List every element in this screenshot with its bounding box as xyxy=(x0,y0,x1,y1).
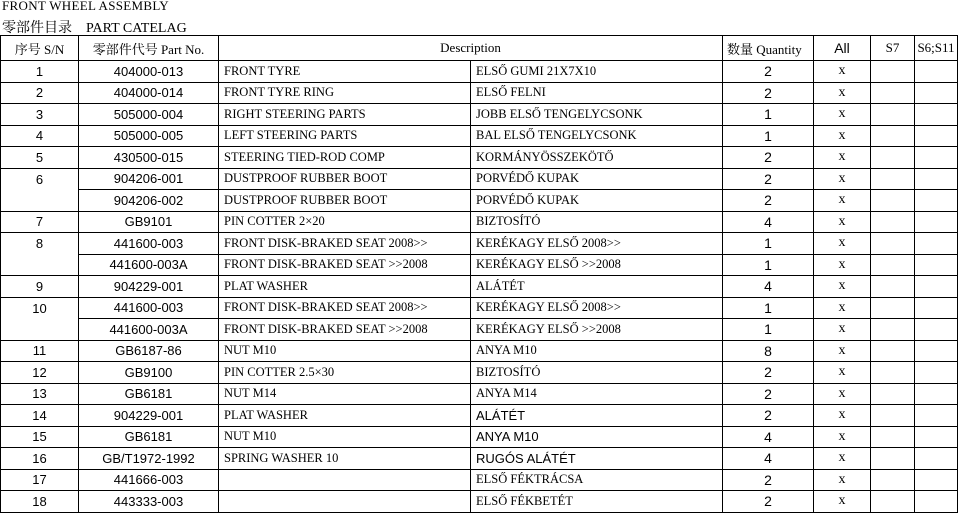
row-sn: 3 xyxy=(1,104,79,126)
table-row xyxy=(1,168,958,190)
row-s7-mark xyxy=(871,61,915,83)
row-quantity: 2 xyxy=(723,469,814,491)
row-description-hu: ALÁTÉT xyxy=(471,405,723,427)
table-row xyxy=(1,125,958,147)
row-s6-s11-mark xyxy=(915,491,958,513)
row-part-no: 430500-015 xyxy=(79,147,219,169)
row-all-mark: x xyxy=(814,147,871,169)
row-s6-s11-mark xyxy=(915,211,958,233)
row-all-mark: x xyxy=(814,362,871,384)
row-all-mark: x xyxy=(814,297,871,319)
row-description-en: PIN COTTER 2×20 xyxy=(219,211,471,233)
row-quantity: 2 xyxy=(723,405,814,427)
row-all-mark: x xyxy=(814,491,871,513)
row-s6-s11-mark xyxy=(915,276,958,298)
row-sn: 14 xyxy=(1,405,79,427)
row-part-no: 441600-003 xyxy=(79,233,219,255)
row-s7-mark xyxy=(871,276,915,298)
row-part-no: GB9101 xyxy=(79,211,219,233)
row-description-en: DUSTPROOF RUBBER BOOT xyxy=(219,168,471,190)
row-description-en: RIGHT STEERING PARTS xyxy=(219,104,471,126)
row-s6-s11-mark xyxy=(915,405,958,427)
table-row xyxy=(1,340,958,362)
row-s7-mark xyxy=(871,211,915,233)
row-quantity: 1 xyxy=(723,233,814,255)
row-quantity: 2 xyxy=(723,190,814,212)
row-s6-s11-mark xyxy=(915,61,958,83)
row-description-hu: ANYA M10 xyxy=(471,340,723,362)
row-s7-mark xyxy=(871,469,915,491)
col-header-s6-s11: S6;S11 xyxy=(915,36,958,61)
table-row xyxy=(1,469,958,491)
table-row xyxy=(1,426,958,448)
row-sn: 12 xyxy=(1,362,79,384)
row-s7-mark xyxy=(871,82,915,104)
row-description-hu: BIZTOSÍTÓ xyxy=(471,211,723,233)
row-s7-mark xyxy=(871,254,915,276)
col-header-s7: S7 xyxy=(871,36,915,61)
row-part-no: GB6187-86 xyxy=(79,340,219,362)
table-row xyxy=(1,297,958,319)
row-sn: 16 xyxy=(1,448,79,470)
table-row xyxy=(1,448,958,470)
row-quantity: 1 xyxy=(723,254,814,276)
row-quantity: 2 xyxy=(723,362,814,384)
row-description-en: SPRING WASHER 10 xyxy=(219,448,471,470)
row-quantity: 1 xyxy=(723,319,814,341)
row-part-no: 441600-003A xyxy=(79,254,219,276)
row-part-no: 904229-001 xyxy=(79,405,219,427)
row-quantity: 4 xyxy=(723,448,814,470)
table-row xyxy=(1,61,958,83)
row-description-en: NUT M10 xyxy=(219,426,471,448)
row-description-hu: BIZTOSÍTÓ xyxy=(471,362,723,384)
row-s6-s11-mark xyxy=(915,254,958,276)
row-quantity: 2 xyxy=(723,491,814,513)
row-part-no: 404000-013 xyxy=(79,61,219,83)
row-quantity: 2 xyxy=(723,147,814,169)
row-description-en: STEERING TIED-ROD COMP xyxy=(219,147,471,169)
row-description-hu: ELSŐ FÉKBETÉT xyxy=(471,491,723,513)
row-quantity: 8 xyxy=(723,340,814,362)
row-all-mark: x xyxy=(814,383,871,405)
row-description-en: FRONT TYRE RING xyxy=(219,82,471,104)
row-description-en: NUT M14 xyxy=(219,383,471,405)
row-s6-s11-mark xyxy=(915,168,958,190)
table-row xyxy=(1,405,958,427)
row-all-mark: x xyxy=(814,104,871,126)
row-s6-s11-mark xyxy=(915,448,958,470)
row-s7-mark xyxy=(871,426,915,448)
row-description-en: PLAT WASHER xyxy=(219,276,471,298)
row-s6-s11-mark xyxy=(915,104,958,126)
row-description-en: FRONT DISK-BRAKED SEAT 2008>> xyxy=(219,233,471,255)
row-sn: 6 xyxy=(1,168,79,190)
row-all-mark: x xyxy=(814,426,871,448)
row-description-en: NUT M10 xyxy=(219,340,471,362)
table-row xyxy=(1,190,958,212)
row-s6-s11-mark xyxy=(915,426,958,448)
row-description-hu: KERÉKAGY ELSŐ >>2008 xyxy=(471,254,723,276)
row-description-en: FRONT DISK-BRAKED SEAT 2008>> xyxy=(219,297,471,319)
col-header-description: Description xyxy=(219,36,723,61)
catalog-subtitle-cn: 零部件目录 xyxy=(2,21,72,36)
table-row xyxy=(1,211,958,233)
row-quantity: 1 xyxy=(723,104,814,126)
row-all-mark: x xyxy=(814,82,871,104)
row-description-en: PIN COTTER 2.5×30 xyxy=(219,362,471,384)
row-description-hu: RUGÓS ALÁTÉT xyxy=(471,448,723,470)
row-description-hu: ANYA M14 xyxy=(471,383,723,405)
row-description-en xyxy=(219,469,471,491)
row-all-mark: x xyxy=(814,211,871,233)
parts-table-body xyxy=(1,61,958,513)
row-s7-mark xyxy=(871,168,915,190)
row-s7-mark xyxy=(871,383,915,405)
row-s6-s11-mark xyxy=(915,82,958,104)
row-description-en: LEFT STEERING PARTS xyxy=(219,125,471,147)
row-quantity: 2 xyxy=(723,82,814,104)
row-sn: 5 xyxy=(1,147,79,169)
row-quantity: 1 xyxy=(723,125,814,147)
row-s7-mark xyxy=(871,125,915,147)
row-quantity: 4 xyxy=(723,426,814,448)
row-part-no: 904206-002 xyxy=(79,190,219,212)
row-description-hu: ANYA M10 xyxy=(471,426,723,448)
row-sn xyxy=(1,190,79,212)
row-part-no: 904229-001 xyxy=(79,276,219,298)
row-s7-mark xyxy=(871,147,915,169)
row-sn: 7 xyxy=(1,211,79,233)
table-row xyxy=(1,276,958,298)
document-title: FRONT WHEEL ASSEMBLY xyxy=(2,0,169,13)
row-s7-mark xyxy=(871,104,915,126)
row-s7-mark xyxy=(871,297,915,319)
table-row xyxy=(1,104,958,126)
row-all-mark: x xyxy=(814,168,871,190)
row-s7-mark xyxy=(871,190,915,212)
row-s6-s11-mark xyxy=(915,233,958,255)
row-description-hu: PORVÉDŐ KUPAK xyxy=(471,168,723,190)
row-part-no: 505000-005 xyxy=(79,125,219,147)
row-sn: 10 xyxy=(1,297,79,319)
col-header-quantity: 数量 Quantity xyxy=(723,36,814,61)
row-description-hu: ELSŐ GUMI 21X7X10 xyxy=(471,61,723,83)
row-part-no: 441666-003 xyxy=(79,469,219,491)
row-description-hu: KERÉKAGY ELSŐ 2008>> xyxy=(471,233,723,255)
row-sn xyxy=(1,319,79,341)
row-s7-mark xyxy=(871,491,915,513)
row-quantity: 2 xyxy=(723,383,814,405)
row-quantity: 2 xyxy=(723,61,814,83)
row-sn: 18 xyxy=(1,491,79,513)
catalog-subtitle xyxy=(2,17,201,35)
row-sn: 15 xyxy=(1,426,79,448)
row-s6-s11-mark xyxy=(915,125,958,147)
row-s6-s11-mark xyxy=(915,190,958,212)
row-description-en xyxy=(219,491,471,513)
row-description-en: DUSTPROOF RUBBER BOOT xyxy=(219,190,471,212)
row-description-hu: ELSŐ FÉKTRÁCSA xyxy=(471,469,723,491)
row-all-mark: x xyxy=(814,319,871,341)
table-row xyxy=(1,147,958,169)
row-all-mark: x xyxy=(814,254,871,276)
row-part-no: GB6181 xyxy=(79,383,219,405)
table-row xyxy=(1,254,958,276)
row-part-no: 441600-003 xyxy=(79,297,219,319)
row-s7-mark xyxy=(871,362,915,384)
row-s6-s11-mark xyxy=(915,383,958,405)
row-part-no: 505000-004 xyxy=(79,104,219,126)
table-row xyxy=(1,233,958,255)
row-description-hu: ELSŐ FELNI xyxy=(471,82,723,104)
row-sn: 8 xyxy=(1,233,79,255)
row-description-hu: PORVÉDŐ KUPAK xyxy=(471,190,723,212)
row-part-no: 443333-003 xyxy=(79,491,219,513)
row-description-en: FRONT DISK-BRAKED SEAT >>2008 xyxy=(219,254,471,276)
row-s7-mark xyxy=(871,405,915,427)
row-part-no: GB9100 xyxy=(79,362,219,384)
row-description-en: FRONT DISK-BRAKED SEAT >>2008 xyxy=(219,319,471,341)
row-s6-s11-mark xyxy=(915,297,958,319)
row-description-hu: BAL ELSŐ TENGELYCSONK xyxy=(471,125,723,147)
row-all-mark: x xyxy=(814,405,871,427)
row-quantity: 2 xyxy=(723,168,814,190)
row-sn: 13 xyxy=(1,383,79,405)
row-all-mark: x xyxy=(814,448,871,470)
col-header-sn: 序号 S/N xyxy=(1,36,79,61)
row-all-mark: x xyxy=(814,469,871,491)
row-sn: 2 xyxy=(1,82,79,104)
row-description-hu: ALÁTÉT xyxy=(471,276,723,298)
row-quantity: 1 xyxy=(723,297,814,319)
row-all-mark: x xyxy=(814,340,871,362)
row-s7-mark xyxy=(871,448,915,470)
row-s6-s11-mark xyxy=(915,319,958,341)
row-description-en: PLAT WASHER xyxy=(219,405,471,427)
row-part-no: GB/T1972-1992 xyxy=(79,448,219,470)
row-quantity: 4 xyxy=(723,211,814,233)
row-sn: 9 xyxy=(1,276,79,298)
row-description-hu: JOBB ELSŐ TENGELYCSONK xyxy=(471,104,723,126)
table-row xyxy=(1,362,958,384)
table-header-row xyxy=(1,36,958,61)
row-sn: 11 xyxy=(1,340,79,362)
row-all-mark: x xyxy=(814,125,871,147)
row-sn: 1 xyxy=(1,61,79,83)
row-description-hu: KERÉKAGY ELSŐ 2008>> xyxy=(471,297,723,319)
col-header-part-no: 零部件代号 Part No. xyxy=(79,36,219,61)
row-description-hu: KERÉKAGY ELSŐ >>2008 xyxy=(471,319,723,341)
row-s6-s11-mark xyxy=(915,147,958,169)
table-row xyxy=(1,82,958,104)
row-sn xyxy=(1,254,79,276)
row-s6-s11-mark xyxy=(915,340,958,362)
row-s6-s11-mark xyxy=(915,469,958,491)
row-s7-mark xyxy=(871,340,915,362)
row-description-en: FRONT TYRE xyxy=(219,61,471,83)
table-row xyxy=(1,319,958,341)
row-s7-mark xyxy=(871,319,915,341)
row-s7-mark xyxy=(871,233,915,255)
row-quantity: 4 xyxy=(723,276,814,298)
row-all-mark: x xyxy=(814,190,871,212)
table-row xyxy=(1,491,958,513)
row-sn: 4 xyxy=(1,125,79,147)
row-part-no: GB6181 xyxy=(79,426,219,448)
row-s6-s11-mark xyxy=(915,362,958,384)
row-all-mark: x xyxy=(814,233,871,255)
col-header-all: All xyxy=(814,36,871,61)
row-part-no: 904206-001 xyxy=(79,168,219,190)
row-all-mark: x xyxy=(814,276,871,298)
row-part-no: 441600-003A xyxy=(79,319,219,341)
parts-table xyxy=(0,35,958,513)
row-all-mark: x xyxy=(814,61,871,83)
table-row xyxy=(1,383,958,405)
catalog-subtitle-en: PART CATELAG xyxy=(86,21,187,36)
row-sn: 17 xyxy=(1,469,79,491)
row-description-hu: KORMÁNYÖSSZEKÖTŐ xyxy=(471,147,723,169)
row-part-no: 404000-014 xyxy=(79,82,219,104)
